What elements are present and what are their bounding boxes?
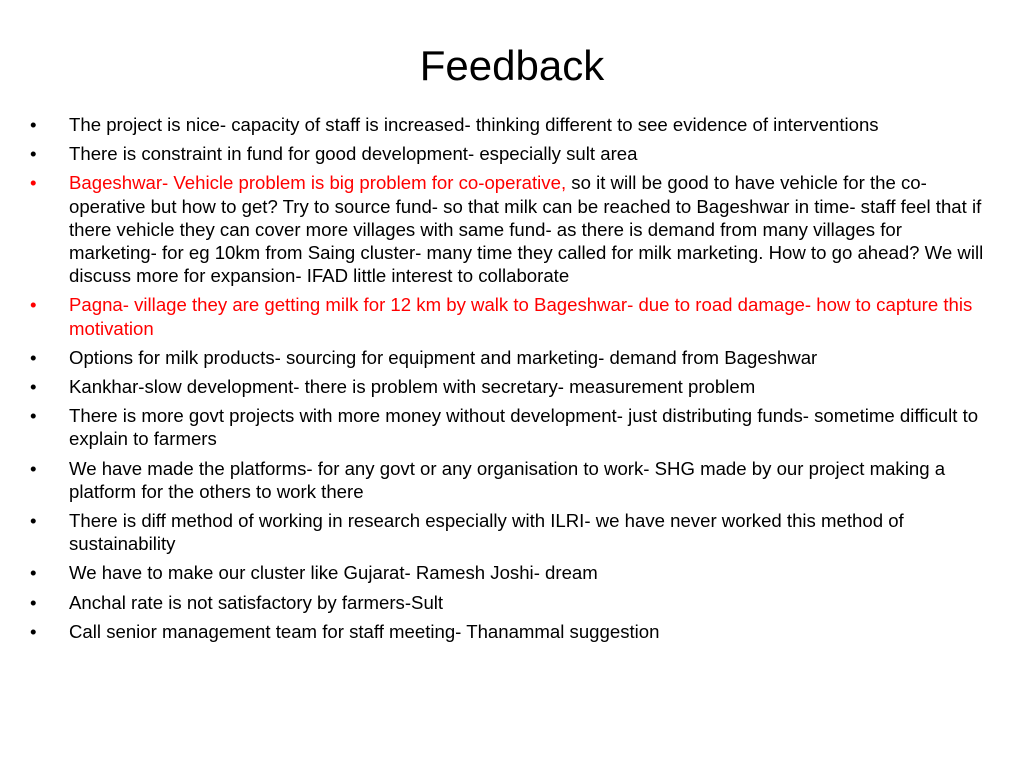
bullet-dot-icon: • <box>30 562 37 584</box>
bullet-dot-icon: • <box>30 376 37 398</box>
bullet-item <box>30 457 992 503</box>
bullet-text: We have to make our cluster like Gujarat- Ramesh Joshi- dream <box>69 562 598 584</box>
bullet-item <box>30 620 992 643</box>
bullet-dot-icon: • <box>30 620 37 642</box>
bullet-text: There is constraint in fund for good development- especially sult area <box>69 143 638 165</box>
bullet-text: We have made the platforms- for any govt or any organisation to work- SHG made by our project making a platform for the others to work there <box>69 457 946 502</box>
bullet-text: There is diff method of working in research especially with ILRI- we have never worked this method of sustainability <box>69 510 904 555</box>
bullet-text: Kankhar-slow development- there is problem with secretary- measurement problem <box>69 376 756 398</box>
bullet-text: There is more govt projects with more money without development- just distributing funds- sometime difficult to explain to farmers <box>69 405 979 450</box>
bullet-text: The project is nice- capacity of staff is increased- thinking different to see evidence of interventions <box>69 114 879 135</box>
bullet-dot-icon: • <box>30 143 37 165</box>
bullet-item <box>30 293 992 339</box>
bullet-dot-icon: • <box>30 510 37 532</box>
bullet-text: so it will be good to have vehicle for the co-operative but how to get? Try to source fund- so that milk can be reached to Bageshwar in time- staff feel that if there vehicle they can cover more villages with same fund- as there is demand from many villages for marketing- for eg 10km from Saing cluster- many time they called for milk marketing. How to go ahead? We will discuss more for expansion- IFAD little interest to collaborate <box>69 172 984 287</box>
bullet-text: Options for milk products- sourcing for equipment and marketing- demand from Bageshwar <box>69 346 818 368</box>
bullet-dot-icon: • <box>30 405 37 427</box>
bullet-text: Call senior management team for staff meeting- Thanammal suggestion <box>69 620 660 642</box>
bullet-text: Bageshwar- Vehicle problem is big problem for co-operative, <box>69 172 567 194</box>
bullet-text: Anchal rate is not satisfactory by farmers-Sult <box>69 591 444 613</box>
slide-title: Feedback <box>419 42 605 89</box>
bullet-item <box>30 591 992 614</box>
bullet-dot-icon: • <box>30 591 37 613</box>
bullet-text: Pagna- village they are getting milk for 12 km by walk to Bageshwar- due to road damage- how to capture this motivation <box>69 294 973 339</box>
bullet-item <box>30 561 992 584</box>
bullet-dot-icon: • <box>30 172 37 194</box>
bullet-item <box>30 404 992 450</box>
bullet-list <box>30 113 992 649</box>
bullet-item <box>30 346 992 369</box>
bullet-item <box>30 509 992 555</box>
bullet-dot-icon: • <box>30 114 37 135</box>
bullet-dot-icon: • <box>30 457 37 479</box>
bullet-dot-icon: • <box>30 294 37 316</box>
bullet-item <box>30 171 992 287</box>
bullet-item <box>30 113 992 136</box>
bullet-dot-icon: • <box>30 346 37 368</box>
bullet-item <box>30 142 992 165</box>
bullet-item <box>30 375 992 398</box>
